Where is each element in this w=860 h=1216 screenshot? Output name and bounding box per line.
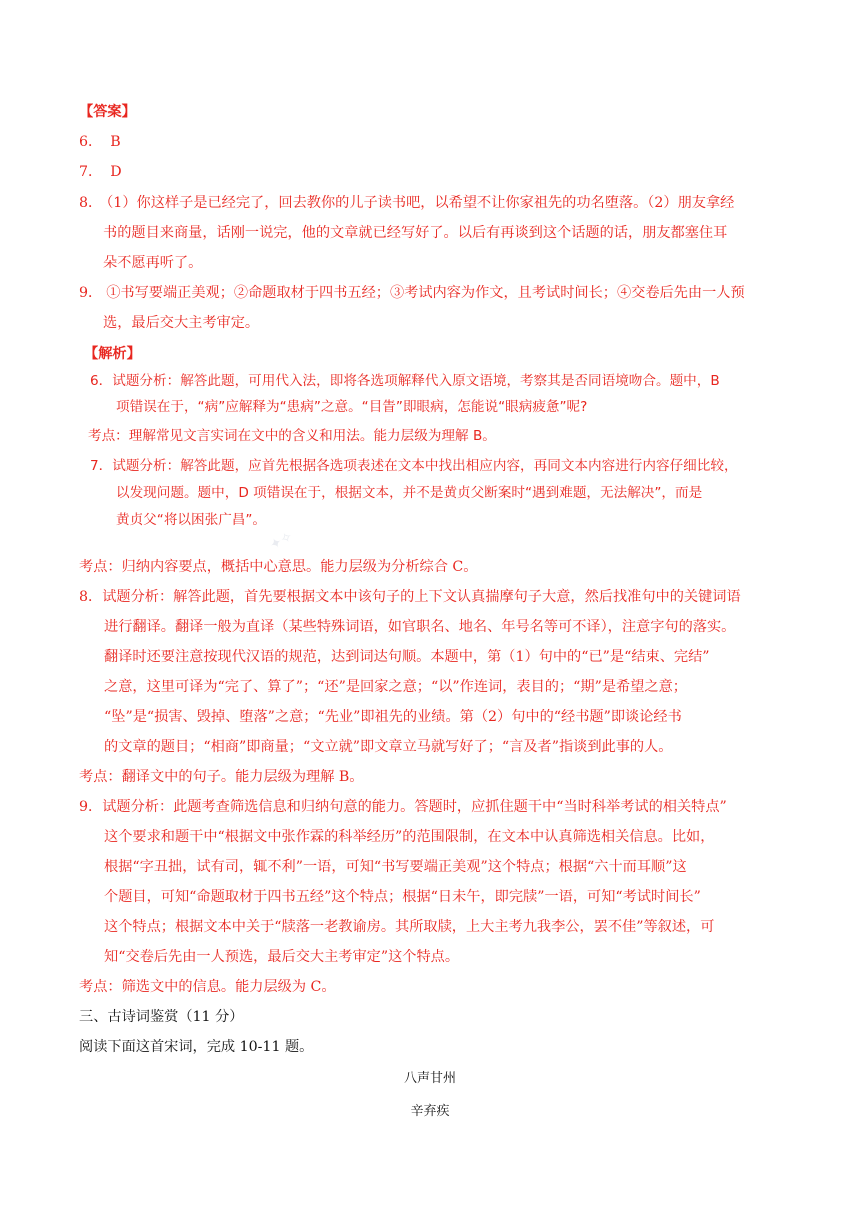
q8-number: 8． <box>79 589 103 605</box>
q9-number: 9． <box>79 799 103 815</box>
q9-kaodian: 考点：筛选文中的信息。能力层级为 C。 <box>79 979 336 995</box>
section-heading: 三、古诗词鉴赏（11 分） <box>79 1009 244 1025</box>
q6-analysis-line-1: 6．试题分析：解答此题，可用代入法，即将各选项解释代入原文语境，考察其是否同语境吻合。题中，B <box>90 373 720 389</box>
answer-6 <box>79 132 121 152</box>
answer-7 <box>79 162 122 182</box>
q8-kaodian: 考点：翻译文中的句子。能力层级为理解 B。 <box>79 769 364 785</box>
q9-line-5: 这个特点；根据文本中关于“牍落一老教谕房。其所取牍，上大主考九我李公，罢不佳”等叙述，可 <box>104 919 715 935</box>
q7-kaodian: 考点：归纳内容要点，概括中心意思。能力层级为分析综合 C。 <box>79 559 478 575</box>
q7-analysis-line-2: 以发现问题。题中，D 项错误在于，根据文本，并不是黄贞父断案时“遇到难题，无法解决”，而是 <box>116 485 703 501</box>
answer-text: D <box>110 164 122 180</box>
poem-author: 辛弃疾 <box>410 1104 450 1119</box>
answer-number: 6． <box>79 134 103 150</box>
answer-9-line-1: 9． ①书写要端正美观；②命题取材于四书五经；③考试内容为作文，且考试时间长；④交卷后先由一人预 <box>79 285 745 301</box>
q6-analysis-line-2: 项错误在于，“病”应解释为“患病”之意。“目眚”即眼病，怎能说“眼病疲惫”呢? <box>116 399 588 415</box>
answer-number: 8． <box>79 195 103 211</box>
answer-8-line-3: 朵不愿再听了。 <box>103 255 203 271</box>
poem-title: 八声甘州 <box>403 1071 456 1086</box>
answer-8-line-2: 书的题目来商量，话刚一说完，他的文章就已经写好了。以后有再谈到这个话题的话，朋友都塞住耳 <box>103 225 728 241</box>
q8-line-3: 翻译时还要注意按现代汉语的规范，达到词达句顺。本题中，第（1）句中的“已”是“结束、完结” <box>104 649 710 665</box>
q8-line-1: 8．试题分析：解答此题，首先要根据文本中该句子的上下文认真揣摩句子大意，然后找准句中的关键词语 <box>79 589 741 605</box>
answer-heading: 【答案】 <box>79 104 136 120</box>
q9-line-6: 知“交卷后先由一人预选，最后交大主考审定”这个特点。 <box>104 949 460 965</box>
answer-number: 9． <box>79 285 103 301</box>
q9-line-3: 根据“字丑拙，试有司，辄不利”一语，可知“书写要端正美观”这个特点；根据“六十而耳顺”这 <box>104 859 687 875</box>
section-instruction: 阅读下面这首宋词，完成 10-11 题。 <box>79 1039 314 1055</box>
answer-number: 7． <box>79 164 103 180</box>
answer-text: B <box>110 134 121 150</box>
q7-analysis-line-1: 7．试题分析：解答此题，应首先根据各选项表述在文本中找出相应内容，再同文本内容进行内容仔细比较， <box>90 458 738 474</box>
answer-9-line-2: 选，最后交大主考审定。 <box>103 315 260 331</box>
analysis-heading: 【解析】 <box>84 346 141 362</box>
answer-8-line-1: 8． （1）你这样子是已经完了，回去教你的儿子读书吧，以希望不让你家祖先的功名堕落。（2）朋友拿经 <box>79 195 735 211</box>
q9-line-2: 这个要求和题干中“根据文中张作霖的科举经历”的范围限制，在文本中认真筛选相关信息。比如， <box>104 829 715 845</box>
q9-line-4: 个题目，可知“命题取材于四书五经”这个特点；根据“日未午，即完牍”一语，可知“考试时间长” <box>104 889 701 905</box>
q8-line-4: 之意，这里可译为“完了、算了”；“还”是回家之意；“以”作连词，表目的；“期”是希望之意； <box>104 679 687 695</box>
q8-line-5: “坠”是“损害、毁掉、堕落”之意；“先业”即祖先的业绩。第（2）句中的“经书题”即谈论经书 <box>104 709 682 725</box>
q8-line-6: 的文章的题目；“相商”即商量；“文立就”即文章立马就写好了；“言及者”指谈到此事的人。 <box>104 739 673 755</box>
q8-line-2: 进行翻译。翻译一般为直译（某些特殊词语，如官职名、地名、年号名等可不译），注意字句的落实。 <box>104 619 736 635</box>
q9-line-1: 9．试题分析：此题考查筛选信息和归纳句意的能力。答题时，应抓住题干中“当时科举考试的相关特点” <box>79 799 727 815</box>
q7-analysis-line-3: 黄贞父“将以困张广昌”。 <box>116 512 267 528</box>
watermark-mark: ✦✧ <box>267 528 296 554</box>
q6-kaodian: 考点：理解常见文言实词在文中的含义和用法。能力层级为理解 B。 <box>88 428 496 444</box>
